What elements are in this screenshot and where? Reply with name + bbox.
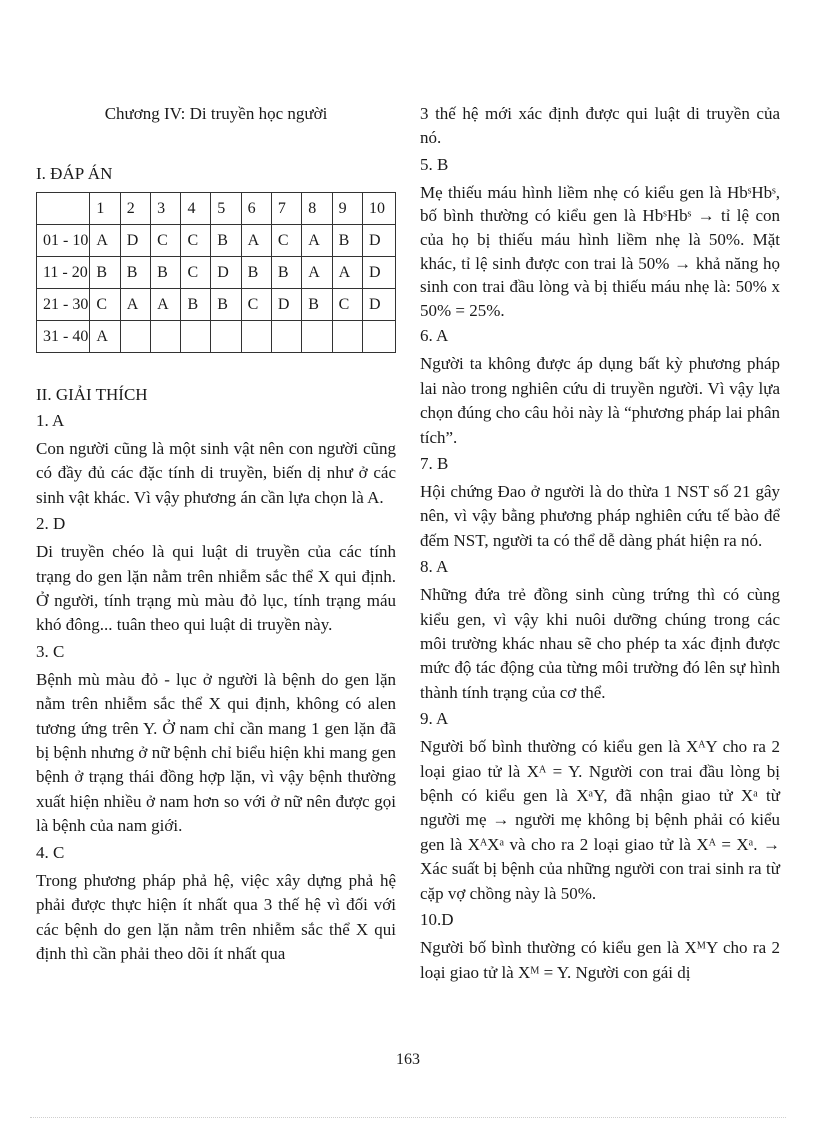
table-cell: A [151, 289, 181, 321]
table-cell: C [241, 289, 271, 321]
table-cell: A [302, 225, 332, 257]
table-header-cell: 1 [90, 193, 120, 225]
table-cell: B [120, 257, 150, 289]
table-cell: A [90, 321, 120, 353]
table-cell: A [302, 257, 332, 289]
table-cell [332, 321, 362, 353]
chapter-title: Chương IV: Di truyền học người [104, 104, 328, 123]
table-cell: D [271, 289, 301, 321]
q4-heading: 4. C [36, 842, 65, 862]
explain-section-title: II. GIẢI THÍCH [36, 385, 148, 404]
q1-explanation: Con người cũng là một sinh vật nên con người cũng có đầy đủ các đặc tính di truyền, biến dị như ở các sinh vật khác. Vì vậy phương án cần lựa chọn là A. [36, 439, 396, 507]
table-cell: C [271, 225, 301, 257]
table-cell: D [362, 289, 395, 321]
table-header-cell: 7 [271, 193, 301, 225]
q8-heading: 8. A [420, 557, 449, 577]
footer-divider [30, 1117, 786, 1118]
table-cell: C [181, 257, 211, 289]
table-row-label: 21 - 30 [37, 289, 90, 321]
answer-table [36, 192, 396, 353]
q5-heading: 5. B [420, 154, 449, 174]
q6-explanation: Người ta không được áp dụng bất kỳ phương pháp lai nào trong nghiên cứu di truyền người. Vì vậy lựa chọn đúng cho câu hỏi này là “phương pháp lai phân tích”. [420, 354, 780, 447]
q7-heading: 7. B [420, 454, 449, 473]
q1-heading: 1. A [36, 411, 65, 430]
table-cell [241, 321, 271, 353]
table-cell [271, 321, 301, 353]
table-cell: A [332, 257, 362, 289]
q6-heading: 6. A [420, 326, 449, 346]
table-row [37, 225, 396, 257]
table-row-label: 31 - 40 [37, 321, 90, 353]
table-row-label: 01 - 10 [37, 225, 90, 257]
table-cell: D [120, 225, 150, 257]
table-cell: A [241, 225, 271, 257]
table-header-cell: 10 [362, 193, 395, 225]
page-number: 163 [396, 1051, 420, 1068]
table-cell: B [241, 257, 271, 289]
table-cell: B [271, 257, 301, 289]
q9-explanation: Người bố bình thường có kiểu gen là XᴬY cho ra 2 loại giao tử là Xᴬ = Y. Người con trai đầu lòng bị bệnh có kiểu gen là XᵃY, đã nhận giao tử Xᵃ từ người mẹ → người mẹ không bị bệnh phải có kiểu gen là XᴬXᵃ và cho ra 2 loại giao tử là Xᴬ = Xᵃ. → Xác suất bị bệnh của những người con trai sinh ra từ cặp vợ chồng này là 50%. [420, 737, 780, 903]
table-cell: A [120, 289, 150, 321]
table-cell: C [332, 289, 362, 321]
q2-explanation: Di truyền chéo là qui luật di truyền của các tính trạng do gen lặn nằm trên nhiễm sắc thể X qui định. Ở người, tính trạng mù màu đỏ lục, tính trạng máu khó đông... tuân theo qui luật di truyền này. [36, 542, 396, 635]
table-header-cell: 4 [181, 193, 211, 225]
table-cell [211, 321, 241, 353]
table-cell: B [151, 257, 181, 289]
table-cell [151, 321, 181, 353]
table-cell: D [362, 257, 395, 289]
table-header-cell: 2 [120, 193, 150, 225]
table-cell [362, 321, 395, 353]
table-cell: D [362, 225, 395, 257]
left-column [36, 102, 396, 968]
q3-heading: 3. C [36, 641, 65, 661]
table-header-cell: 9 [332, 193, 362, 225]
table-header-cell: 8 [302, 193, 332, 225]
answers-section-title: I. ĐÁP ÁN [36, 164, 113, 183]
table-header-cell: 3 [151, 193, 181, 225]
q10-explanation: Người bố bình thường có kiểu gen là XᴹY cho ra 2 loại giao tử là Xᴹ = Y. Người con gái dị [420, 938, 780, 982]
table-row [37, 321, 396, 353]
table-cell [120, 321, 150, 353]
table-cell: B [332, 225, 362, 257]
table-cell: B [211, 225, 241, 257]
table-header-cell: 6 [241, 193, 271, 225]
table-row-label: 11 - 20 [37, 257, 90, 289]
q9-heading: 9. A [420, 709, 449, 729]
table-cell: B [302, 289, 332, 321]
table-row [37, 289, 396, 321]
table-cell: A [90, 225, 120, 257]
table-row [37, 257, 396, 289]
table-header-row [37, 193, 396, 225]
table-cell [302, 321, 332, 353]
q4-explanation-continued: 3 thế hệ mới xác định được qui luật di truyền của nó. [420, 104, 780, 148]
table-cell: B [90, 257, 120, 289]
table-corner-cell [37, 193, 90, 225]
q3-explanation: Bệnh mù màu đỏ - lục ở người là bệnh do gen lặn nằm trên nhiễm sắc thể X qui định, không có alen tương ứng trên Y. Ở nam chỉ cần mang 1 gen lặn đã bị bệnh nhưng ở nữ bệnh chỉ biểu hiện khi mang gen bệnh ở trạng thái đồng hợp lặn, vì vậy bệnh thường xuất hiện nhiều ở nam hơn so với ở nữ nên được gọi là bệnh của nam giới. [36, 669, 396, 836]
table-cell: C [151, 225, 181, 257]
q8-explanation: Những đứa trẻ đồng sinh cùng trứng thì có cùng kiểu gen, vì vậy khi nuôi dưỡng chúng trong các môi trường khác nhau sẽ cho phép ta xác định được mức độ tác động của từng môi trường đó lên sự hình thành tính trạng của cơ thể. [420, 585, 780, 702]
table-cell: B [181, 289, 211, 321]
q7-explanation: Hội chứng Đao ở người là do thừa 1 NST số 21 gây nên, vì vậy bằng phương pháp nghiên cứu tế bào để đếm NST, người ta có thể dễ dàng phát hiện ra nó. [420, 482, 780, 550]
table-cell: D [211, 257, 241, 289]
table-cell: B [211, 289, 241, 321]
right-column [420, 102, 780, 987]
q5-explanation: Mẹ thiếu máu hình liềm nhẹ có kiểu gen là HbˢHbˢ, bố bình thường có kiểu gen là HbˢHbˢ → tỉ lệ con của họ bị thiếu máu hình liềm nhẹ là 50%. Mặt khác, tỉ lệ sinh được con trai là 50% → khả năng họ sinh con trai đầu lòng và bị thiếu máu nhẹ là: 50% x 50% = 25%. [420, 182, 780, 320]
q10-heading: 10.D [420, 910, 454, 930]
table-cell [181, 321, 211, 353]
q2-heading: 2. D [36, 514, 66, 534]
table-cell: C [90, 289, 120, 321]
q4-explanation: Trong phương pháp phả hệ, việc xây dựng phả hệ phải được thực hiện ít nhất qua 3 thế hệ vì đối với các bệnh do gen lặn nằm trên nhiễm sắc thể X qui định thì cần phải theo dõi ít nhất qua [36, 870, 396, 963]
table-header-cell: 5 [211, 193, 241, 225]
table-cell: C [181, 225, 211, 257]
